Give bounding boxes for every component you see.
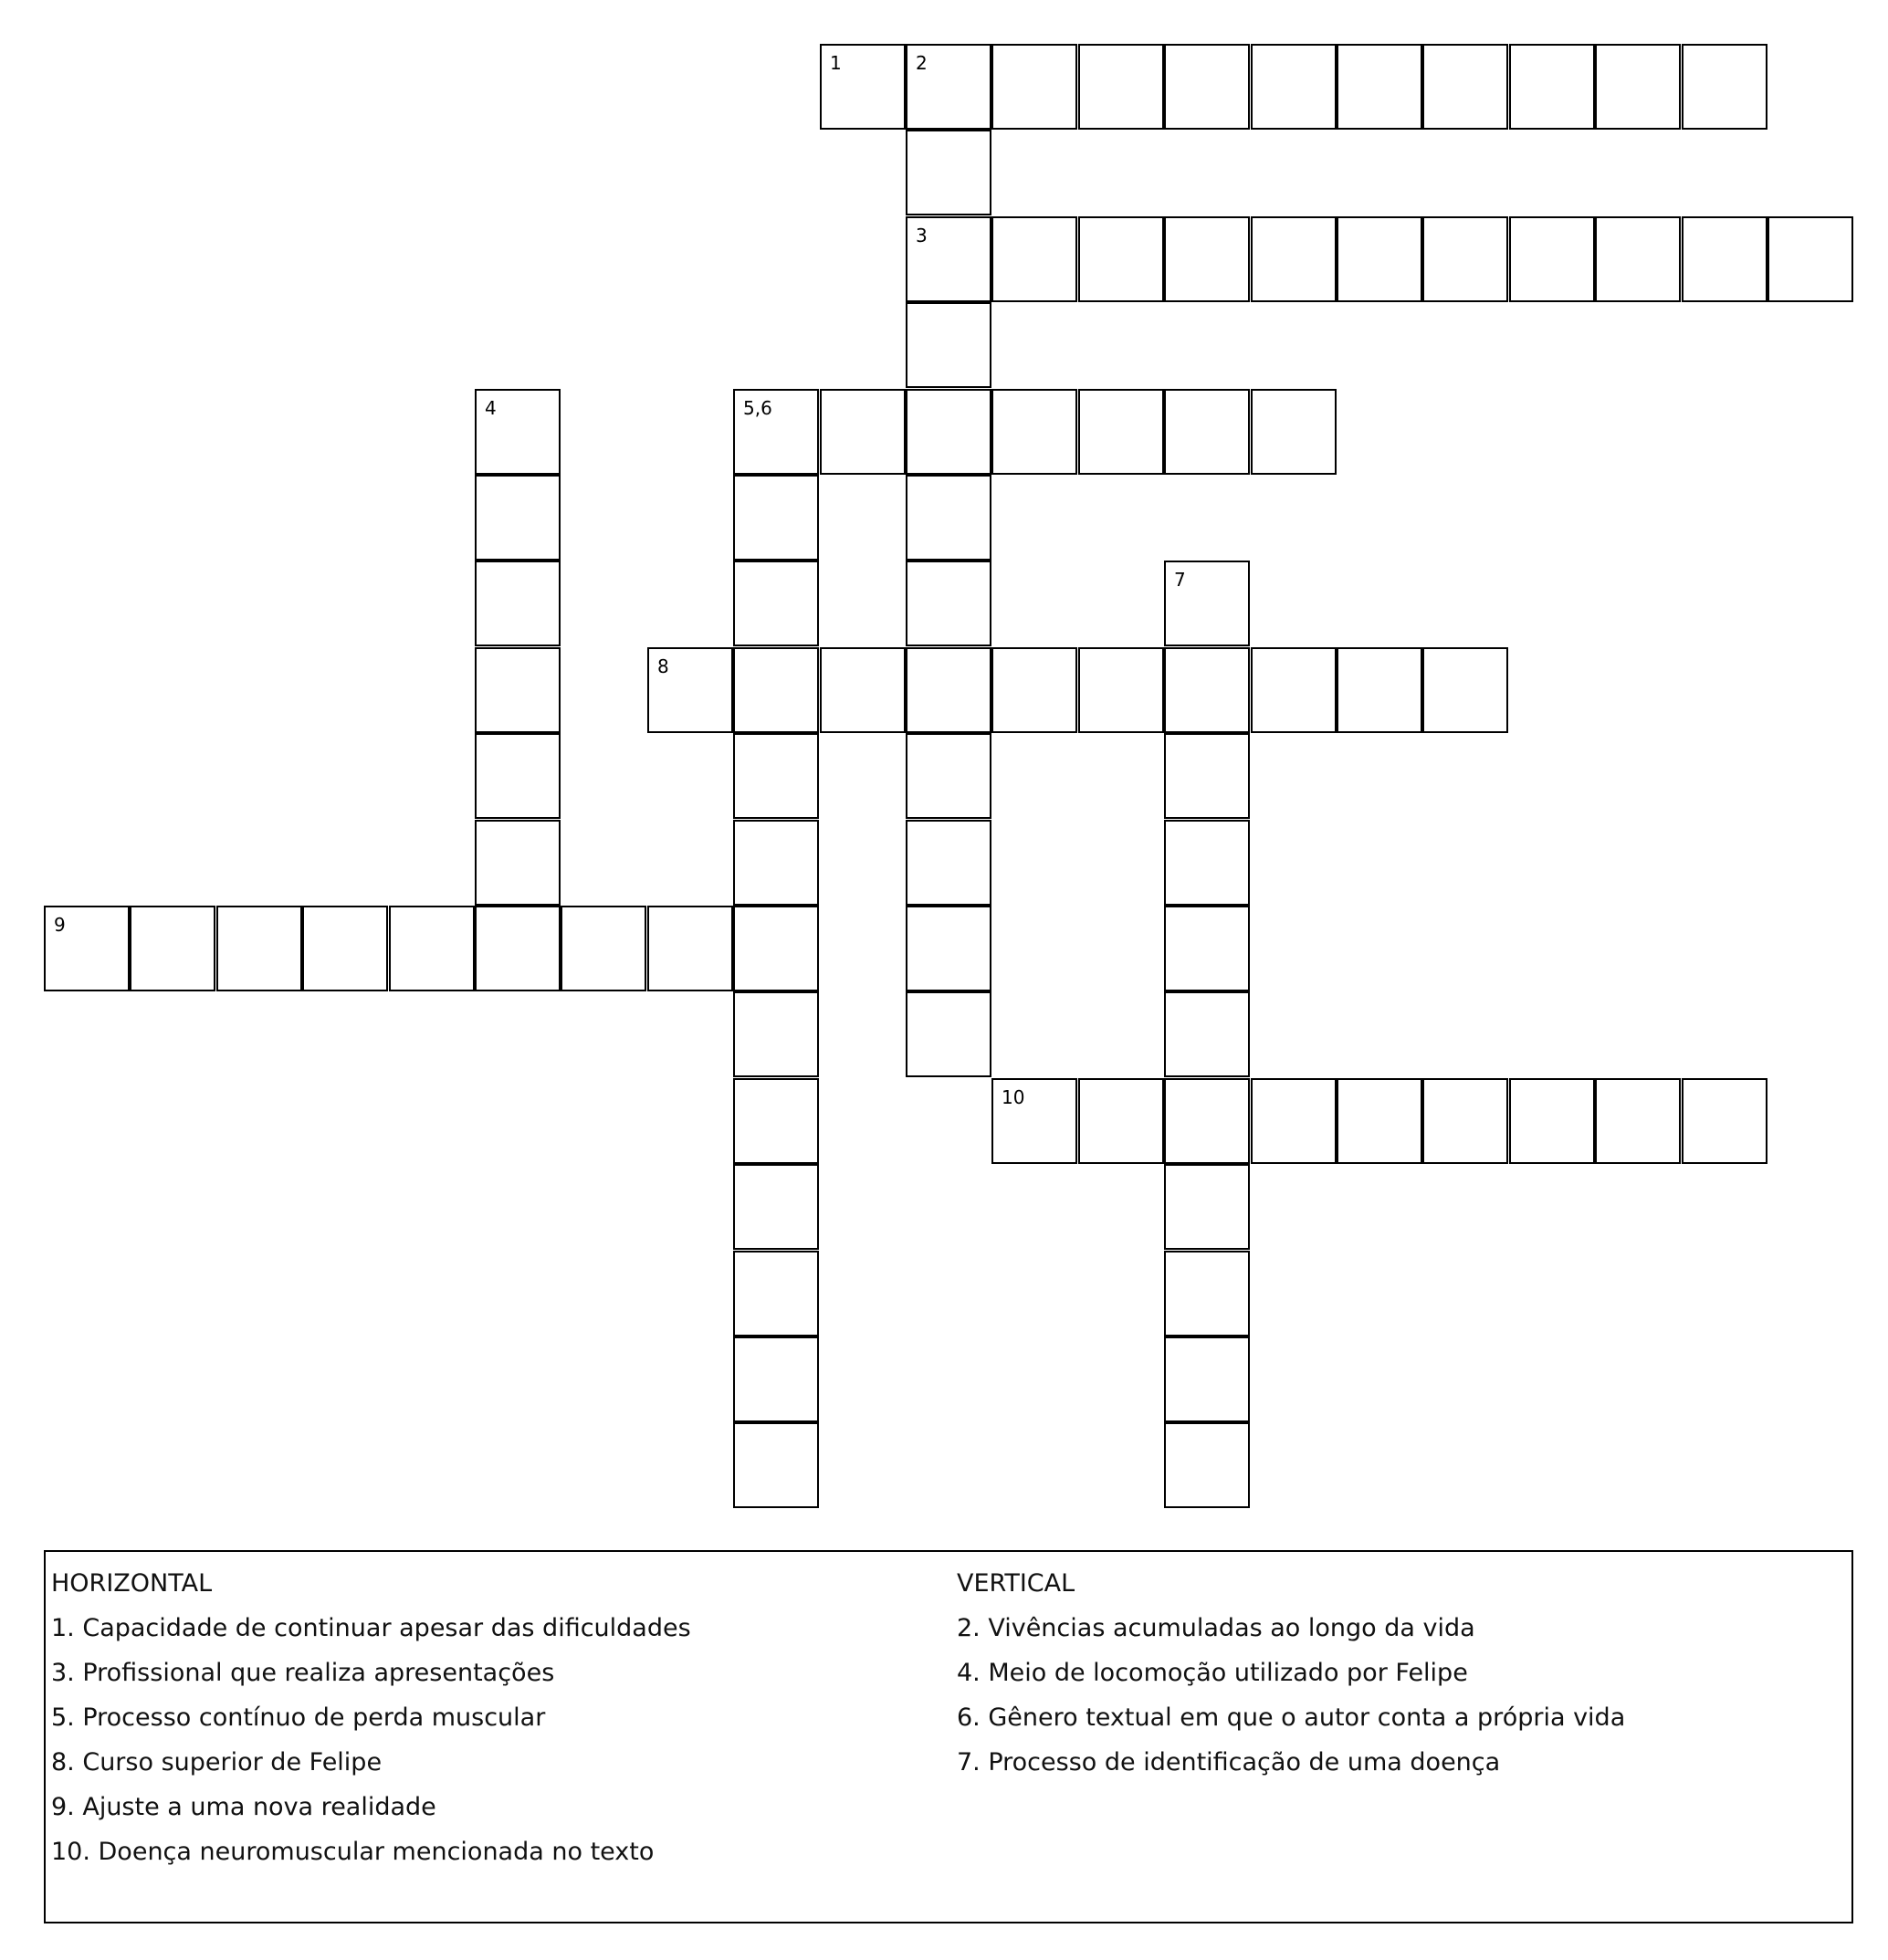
clues-vertical-heading: VERTICAL [957, 1569, 1075, 1598]
grid-cell[interactable] [733, 906, 819, 991]
grid-cell[interactable] [906, 130, 991, 215]
grid-cell[interactable] [733, 733, 819, 819]
grid-cell[interactable] [733, 389, 819, 475]
grid-cell[interactable] [1337, 1078, 1422, 1164]
grid-cell[interactable] [1422, 216, 1508, 302]
grid-cell[interactable] [906, 475, 991, 561]
grid-cell[interactable] [733, 1251, 819, 1336]
grid-cell[interactable] [1164, 389, 1250, 475]
grid-cell[interactable] [475, 820, 561, 906]
grid-cell[interactable] [733, 1422, 819, 1508]
grid-cell[interactable] [1164, 561, 1250, 646]
grid-cell[interactable] [475, 647, 561, 733]
grid-cell[interactable] [733, 647, 819, 733]
grid-cell[interactable] [1078, 216, 1164, 302]
grid-cell[interactable] [1767, 216, 1853, 302]
grid-cell[interactable] [1164, 820, 1250, 906]
grid-cell[interactable] [991, 389, 1077, 475]
clues-horizontal-heading: HORIZONTAL [51, 1569, 213, 1598]
grid-cell[interactable] [1682, 44, 1767, 130]
grid-cell[interactable] [475, 906, 561, 991]
grid-cell[interactable] [1595, 1078, 1681, 1164]
clue-across-1: 1. Capacidade de continuar apesar das dificuldades [51, 1614, 691, 1642]
grid-cell[interactable] [1078, 1078, 1164, 1164]
clue-down-2: 2. Vivências acumuladas ao longo da vida [957, 1614, 1475, 1642]
grid-cell[interactable] [906, 389, 991, 475]
grid-cell[interactable] [1595, 44, 1681, 130]
grid-cell[interactable] [475, 561, 561, 646]
grid-cell[interactable] [1682, 216, 1767, 302]
grid-cell[interactable] [647, 647, 733, 733]
cell-number: 3 [916, 225, 928, 246]
grid-cell[interactable] [906, 302, 991, 388]
grid-cell[interactable] [820, 647, 906, 733]
grid-cell[interactable] [733, 561, 819, 646]
grid-cell[interactable] [733, 1164, 819, 1250]
grid-cell[interactable] [1509, 44, 1595, 130]
grid-cell[interactable] [906, 647, 991, 733]
grid-cell[interactable] [1251, 647, 1337, 733]
cell-number: 1 [830, 52, 842, 74]
grid-cell[interactable] [561, 906, 646, 991]
grid-cell[interactable] [475, 733, 561, 819]
grid-cell[interactable] [1164, 1078, 1250, 1164]
grid-cell[interactable] [906, 991, 991, 1077]
grid-cell[interactable] [44, 906, 130, 991]
grid-cell[interactable] [906, 733, 991, 819]
cell-number: 4 [485, 397, 497, 419]
grid-cell[interactable] [475, 475, 561, 561]
grid-cell[interactable] [733, 475, 819, 561]
grid-cell[interactable] [906, 216, 991, 302]
grid-cell[interactable] [1422, 44, 1508, 130]
grid-cell[interactable] [733, 991, 819, 1077]
grid-cell[interactable] [733, 820, 819, 906]
grid-cell[interactable] [1164, 1422, 1250, 1508]
grid-cell[interactable] [1251, 44, 1337, 130]
grid-cell[interactable] [1251, 389, 1337, 475]
grid-cell[interactable] [1251, 216, 1337, 302]
cell-number: 2 [916, 52, 928, 74]
grid-cell[interactable] [991, 44, 1077, 130]
grid-cell[interactable] [733, 1078, 819, 1164]
grid-cell[interactable] [1337, 647, 1422, 733]
grid-cell[interactable] [1509, 216, 1595, 302]
clue-across-5: 5. Processo contínuo de perda muscular [51, 1703, 546, 1732]
cell-number: 9 [54, 914, 66, 936]
grid-cell[interactable] [1164, 991, 1250, 1077]
grid-cell[interactable] [991, 1078, 1077, 1164]
grid-cell[interactable] [1078, 389, 1164, 475]
clues-vertical-column [957, 1561, 1625, 1785]
cell-number: 10 [1002, 1086, 1025, 1108]
grid-cell[interactable] [1337, 44, 1422, 130]
grid-cell[interactable] [1595, 216, 1681, 302]
grid-cell[interactable] [1422, 1078, 1508, 1164]
grid-cell[interactable] [1164, 647, 1250, 733]
grid-cell[interactable] [1164, 733, 1250, 819]
grid-cell[interactable] [1164, 1164, 1250, 1250]
grid-cell[interactable] [130, 906, 215, 991]
clue-down-4: 4. Meio de locomoção utilizado por Felipe [957, 1659, 1468, 1687]
grid-cell[interactable] [1164, 1336, 1250, 1422]
clue-across-10: 10. Doença neuromuscular mencionada no texto [51, 1838, 655, 1866]
grid-cell[interactable] [906, 820, 991, 906]
grid-cell[interactable] [991, 216, 1077, 302]
clue-down-7: 7. Processo de identificação de uma doença [957, 1748, 1501, 1777]
clues-box [44, 1550, 1853, 1923]
grid-cell[interactable] [1164, 1251, 1250, 1336]
grid-cell[interactable] [1078, 44, 1164, 130]
grid-cell[interactable] [820, 44, 906, 130]
cell-number: 5,6 [743, 397, 772, 419]
grid-cell[interactable] [216, 906, 302, 991]
grid-cell[interactable] [1164, 906, 1250, 991]
grid-cell[interactable] [1251, 1078, 1337, 1164]
grid-cell[interactable] [1509, 1078, 1595, 1164]
grid-cell[interactable] [906, 44, 991, 130]
grid-cell[interactable] [389, 906, 475, 991]
grid-cell[interactable] [1164, 216, 1250, 302]
cell-number: 7 [1174, 569, 1186, 591]
grid-cell[interactable] [1422, 647, 1508, 733]
clue-across-3: 3. Profissional que realiza apresentações [51, 1659, 555, 1687]
clue-down-6: 6. Gênero textual em que o autor conta a própria vida [957, 1703, 1626, 1732]
cell-number: 8 [657, 655, 669, 677]
grid-cell[interactable] [647, 906, 733, 991]
grid-cell[interactable] [1078, 647, 1164, 733]
clue-across-9: 9. Ajuste a uma nova realidade [51, 1793, 436, 1821]
grid-cell[interactable] [733, 1336, 819, 1422]
grid-cell[interactable] [906, 906, 991, 991]
grid-cell[interactable] [1682, 1078, 1767, 1164]
grid-cell[interactable] [820, 389, 906, 475]
grid-cell[interactable] [1337, 216, 1422, 302]
grid-cell[interactable] [475, 389, 561, 475]
clues-horizontal-column [51, 1561, 691, 1874]
grid-cell[interactable] [906, 561, 991, 646]
grid-cell[interactable] [302, 906, 388, 991]
grid-cell[interactable] [991, 647, 1077, 733]
grid-cell[interactable] [1164, 44, 1250, 130]
clue-across-8: 8. Curso superior de Felipe [51, 1748, 383, 1777]
